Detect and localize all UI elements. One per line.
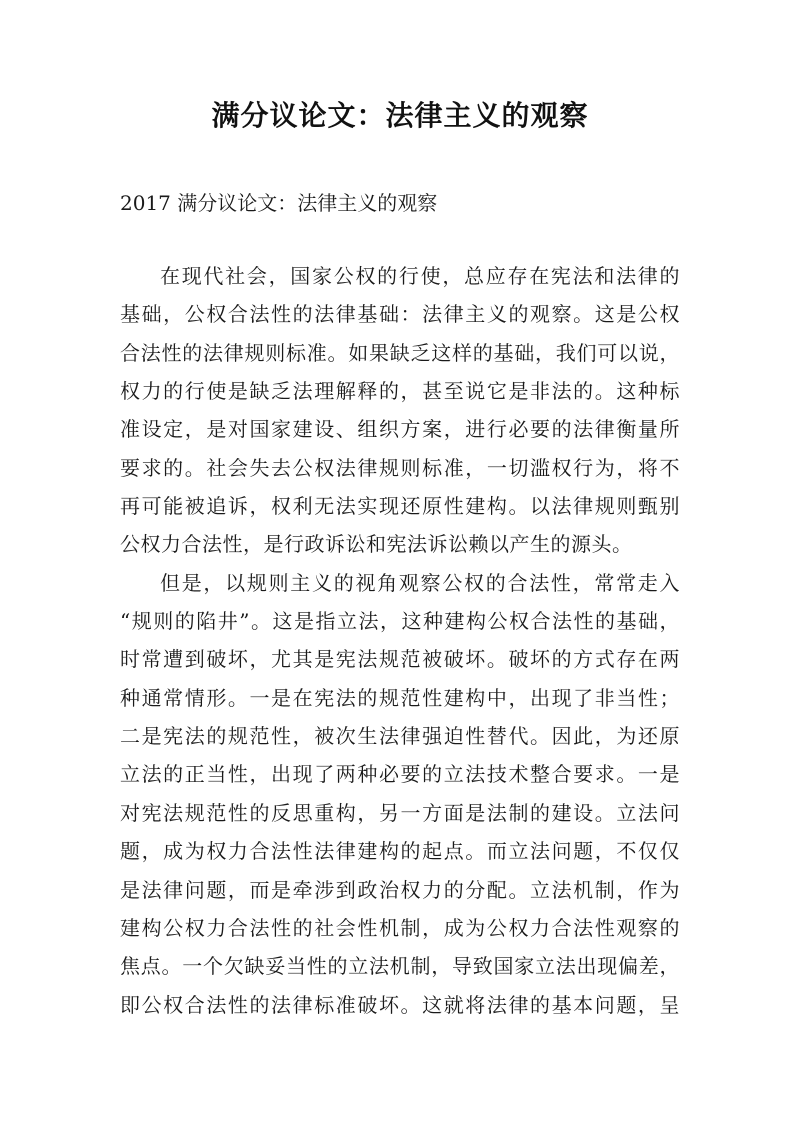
text-line: 对宪法规范性的反思重构，另一方面是法制的建设。立法问	[120, 800, 680, 825]
document-subtitle: 2017 满分议论文：法律主义的观察	[120, 191, 438, 215]
page-title: 满分议论文：法律主义的观察	[211, 99, 589, 132]
text-line: 建构公权力合法性的社会性机制，成为公权力合法性观察的	[120, 915, 680, 940]
text-line: 准设定，是对国家建设、组织方案，进行必要的法律衡量所	[120, 417, 680, 442]
text-line: 基础，公权合法性的法律基础：法律主义的观察。这是公权	[120, 302, 680, 327]
text-line: 种通常情形。一是在宪法的规范性建构中，出现了非当性；	[120, 685, 680, 710]
text-line: 合法性的法律规则标准。如果缺乏这样的基础，我们可以说，	[120, 340, 680, 365]
text-line: 时常遭到破坏，尤其是宪法规范被破坏。破坏的方式存在两	[120, 647, 680, 672]
text-line: 权力的行使是缺乏法理解释的，甚至说它是非法的。这种标	[120, 379, 680, 404]
document-body	[120, 257, 680, 1024]
text-line: 立法的正当性，出现了两种必要的立法技术整合要求。一是	[120, 762, 680, 787]
text-line: 即公权合法性的法律标准破坏。这就将法律的基本问题，呈	[120, 992, 680, 1017]
text-line: 二是宪法的规范性，被次生法律强迫性替代。因此，为还原	[120, 724, 680, 749]
text-line: 题，成为权力合法性法律建构的起点。而立法问题，不仅仅	[120, 839, 680, 864]
text-line: 焦点。一个欠缺妥当性的立法机制，导致国家立法出现偏差，	[120, 954, 680, 979]
text-line: 公权力合法性，是行政诉讼和宪法诉讼赖以产生的源头。	[120, 532, 633, 557]
text-line: 要求的。社会失去公权法律规则标准，一切滥权行为，将不	[120, 455, 680, 480]
text-line: 再可能被追诉，权利无法实现还原性建构。以法律规则甄别	[120, 494, 680, 519]
paragraph-2	[120, 564, 680, 1024]
text-line: 但是，以规则主义的视角观察公权的合法性，常常走入	[160, 570, 680, 595]
text-line: 是法律问题，而是牵涉到政治权力的分配。立法机制，作为	[120, 877, 680, 902]
paragraph-1	[120, 257, 680, 564]
text-line: “规则的陷井”。这是指立法，这种建构公权合法性的基础，	[120, 609, 680, 634]
text-line: 在现代社会，国家公权的行使，总应存在宪法和法律的	[160, 264, 680, 288]
